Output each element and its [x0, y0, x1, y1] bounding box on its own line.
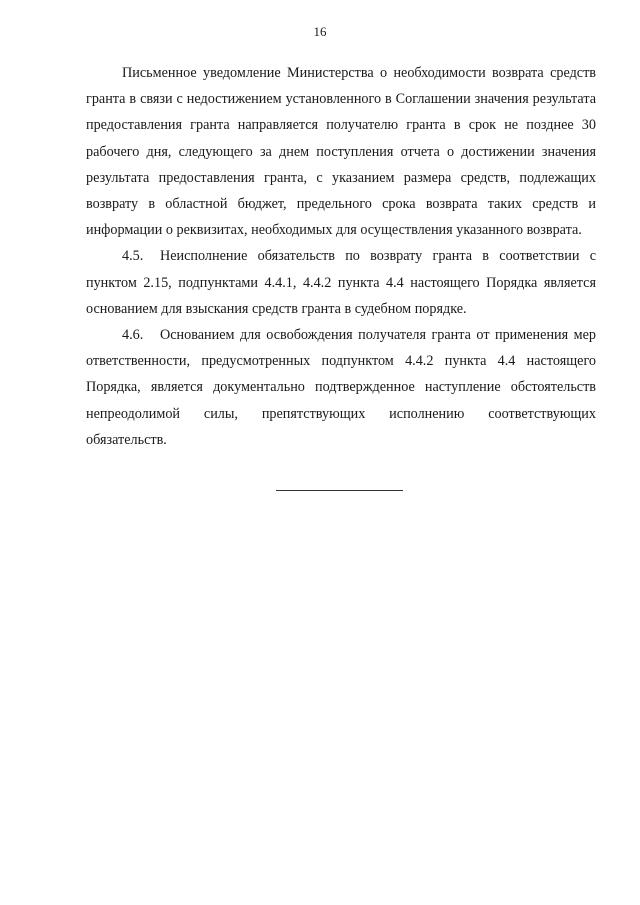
document-body: [86, 60, 596, 453]
page-number: 16: [313, 24, 327, 39]
end-of-text-rule: [276, 490, 403, 491]
paragraph-4-5: [86, 243, 596, 322]
paragraph-text: Основанием для освобождения получателя гранта от применения мер ответственности, предусмотренных подпунктом 4.4.2 пункта 4.4 настоящего Порядка, является документально подтвержденное наступление обстоятельств непреодолимой силы, препятствующих исполнению соответствующих обязательств.: [86, 327, 596, 448]
paragraph-4-6: [86, 322, 596, 453]
paragraph-text: Письменное уведомление Министерства о необходимости возврата средств гранта в связи с недостижением установленного в Соглашении значения результата предоставления гранта направляется получателю гранта в срок не позднее 30 рабочего дня, следующего за днем поступления отчета о достижении значения результата предоставления гранта, с указанием размера средств, подлежащих возврату в областной бюджет, предельного срока возврата таких средств и информации о реквизитах, необходимых для осуществления указанного возврата.: [86, 65, 596, 239]
paragraph-number: 4.6.: [122, 327, 144, 344]
paragraph-number: 4.5.: [122, 248, 144, 265]
paragraph-text: Неисполнение обязательств по возврату гранта в соответствии с пунктом 2.15, подпунктами 4.4.1, 4.4.2 пункта 4.4 настоящего Порядка является основанием для взыскания средств гранта в судебном порядке.: [86, 248, 596, 317]
paragraph-notification: [86, 60, 596, 243]
